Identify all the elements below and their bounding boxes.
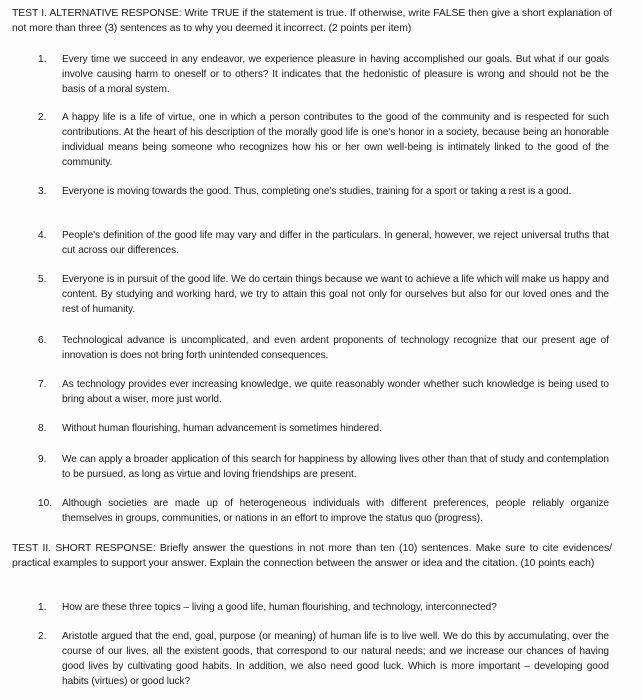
item-text: Although societies are made up of heterogeneous individuals with different preferences, people reliably organize themselves in groups, communities, or nations in an effort to improve the status quo (progress). bbox=[62, 498, 609, 524]
test2-item-2 bbox=[38, 629, 609, 689]
item-text: Everyone is moving towards the good. Thus, completing one's studies, training for a sport or taking a rest is a good. bbox=[62, 186, 572, 197]
item-text: People's definition of the good life may vary and differ in the particulars. In general, however, we reject universal truths that cut across our differences. bbox=[62, 230, 609, 256]
item-text: Every time we succeed in any endeavor, we experience pleasure in having accomplished our goals. But what if our goals involve causing harm to oneself or to others? It indicates that the hedonistic of pleasure is wrong and should not be the basis of a moral system. bbox=[62, 54, 609, 95]
test1-item-3 bbox=[38, 184, 609, 199]
item-number: 8. bbox=[38, 423, 47, 434]
item-text: How are these three topics – living a good life, human flourishing, and technology, interconnected? bbox=[62, 602, 497, 613]
test1-item-4 bbox=[38, 228, 609, 258]
test1-item-2 bbox=[38, 110, 609, 170]
item-number: 5. bbox=[38, 274, 47, 285]
test2-item-1 bbox=[38, 600, 609, 615]
item-number: 4. bbox=[38, 230, 47, 241]
test1-item-9 bbox=[38, 452, 609, 482]
item-number: 1. bbox=[38, 54, 47, 65]
item-text: Technological advance is uncomplicated, and even ardent proponents of technology recognize that our present age of innovation is does not bring forth unintended consequences. bbox=[62, 335, 609, 361]
item-number: 6. bbox=[38, 335, 47, 346]
item-number: 2. bbox=[38, 112, 47, 123]
test1-item-6 bbox=[38, 333, 609, 363]
test1-item-1 bbox=[38, 52, 609, 97]
test1-item-10 bbox=[38, 496, 609, 526]
item-number: 2. bbox=[38, 631, 47, 642]
test1-item-7 bbox=[38, 377, 609, 407]
test2-heading: TEST II. SHORT RESPONSE: Briefly answer the questions in not more than ten (10) sentences. Make sure to cite evidences/ practical examples to support your answer. Explain the connection between the answer or idea and the citation. (10 points each) bbox=[12, 543, 612, 569]
test1-heading: TEST I. ALTERNATIVE RESPONSE: Write TRUE if the statement is true. If otherwise, write FALSE then give a short explanation of not more than three (3) sentences as to why you deemed it incorrect. (2 points per item) bbox=[12, 8, 612, 34]
item-text: As technology provides ever increasing knowledge, we quite reasonably wonder whether such knowledge is being used to bring about a wiser, more just world. bbox=[62, 379, 609, 405]
item-text: Aristotle argued that the end, goal, purpose (or meaning) of human life is to live well. We do this by accumulating, over the course of our lives, all the existent goods, that correspond to our natural needs; and we increase our chances of having good lives by cultivating good habits. In addition, we also need good luck. Which is more important – developing good habits (virtues) or good luck? bbox=[62, 631, 609, 687]
item-number: 3. bbox=[38, 186, 47, 197]
test1-item-5 bbox=[38, 272, 609, 317]
item-text: We can apply a broader application of this search for happiness by allowing lives other than that of study and contemplation to be pursued, as long as virtue and loving friendships are present. bbox=[62, 454, 609, 480]
item-number: 7. bbox=[38, 379, 47, 390]
item-text: Without human flourishing, human advancement is sometimes hindered. bbox=[62, 423, 382, 434]
item-number: 9. bbox=[38, 454, 47, 465]
item-number: 10. bbox=[38, 498, 52, 509]
item-text: Everyone is in pursuit of the good life. We do certain things because we want to achieve a life which will make us happy and content. By studying and working hard, we try to attain this goal not only for ourselves but also for our loved ones and the rest of humanity. bbox=[62, 274, 609, 315]
item-number: 1. bbox=[38, 602, 47, 613]
item-text: A happy life is a life of virtue, one in which a person contributes to the good of the community and is respected for such contributions. At the heart of his description of the morally good life is one's honor in a society, because being an honorable individual means being someone who recognizes how his or her own well-being is intimately linked to the good of the community. bbox=[62, 112, 609, 168]
test1-item-8 bbox=[38, 421, 609, 436]
